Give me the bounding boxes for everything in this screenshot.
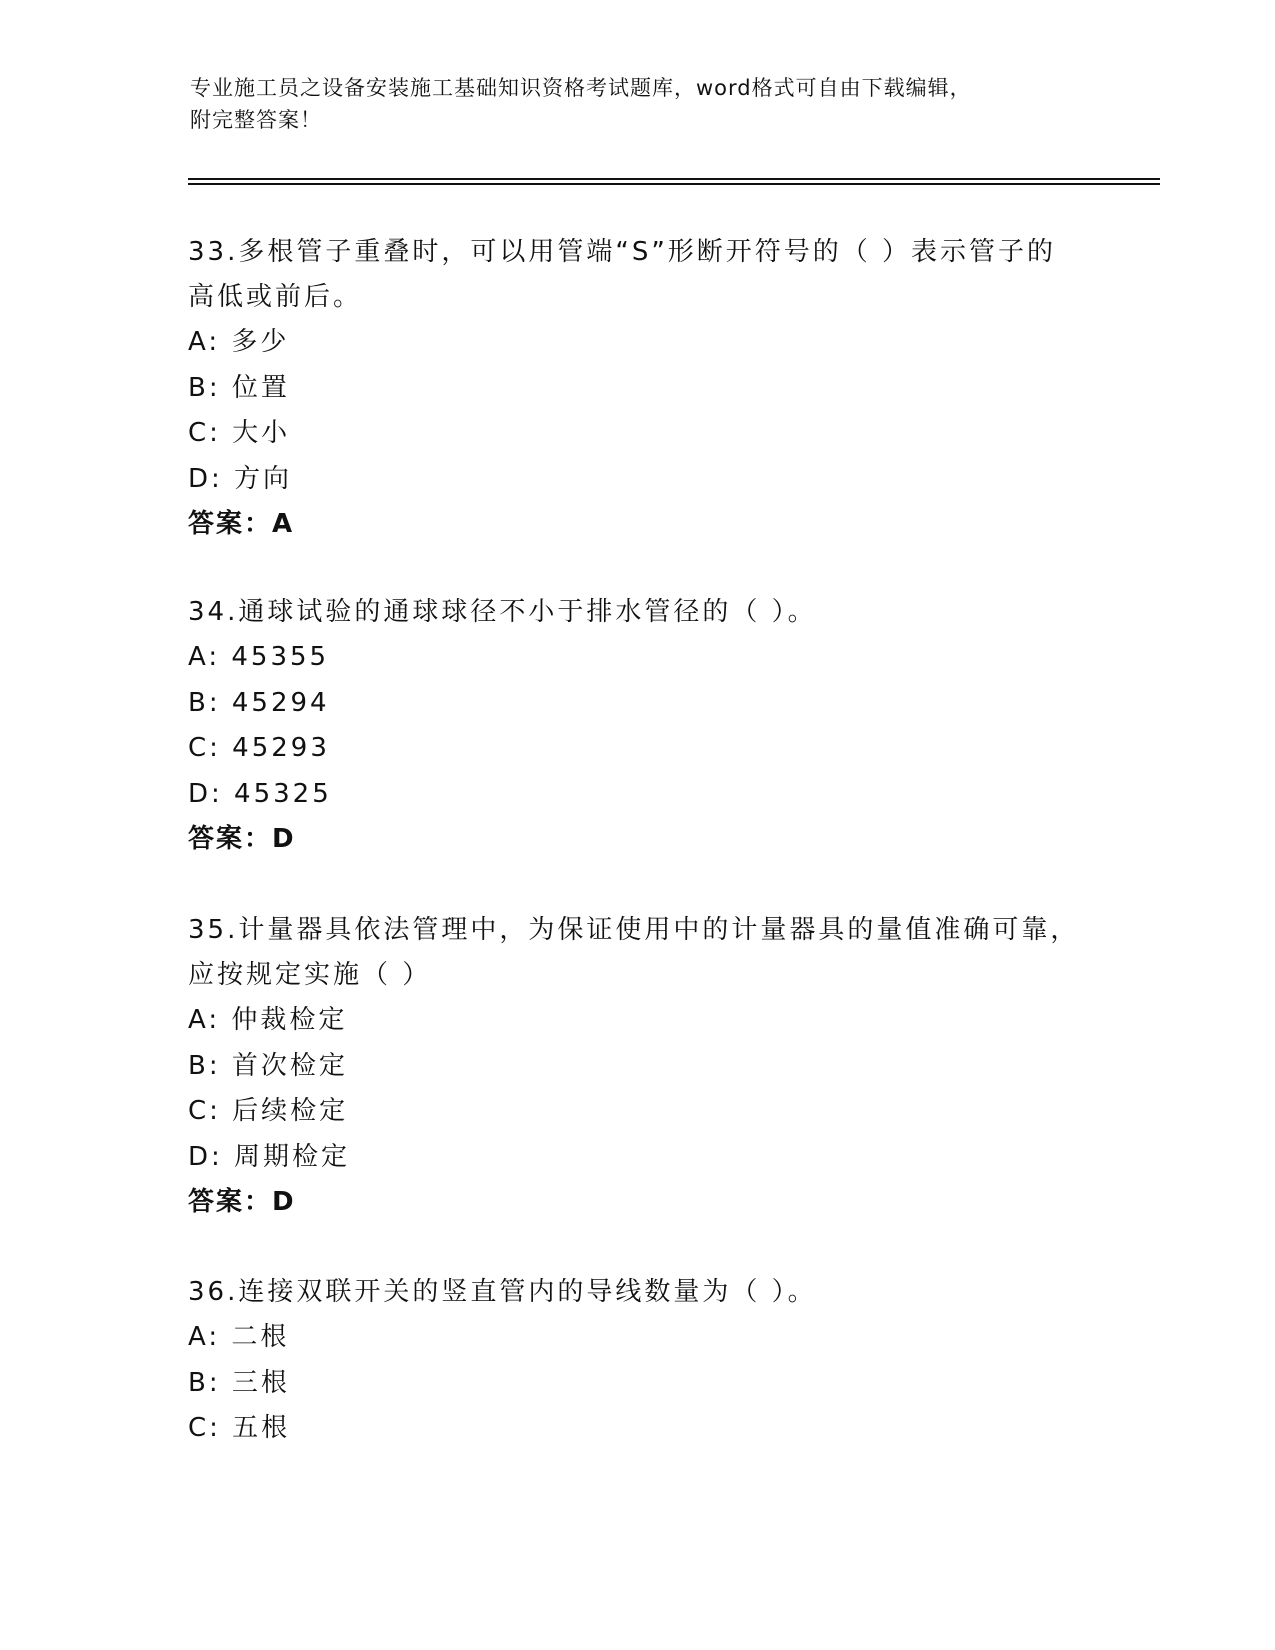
question-36 <box>188 1270 1118 1452</box>
option-c: C: 45293 <box>188 733 330 763</box>
header-line-2: 附完整答案！ <box>190 108 322 132</box>
option-c: C: 大小 <box>188 418 291 448</box>
question-35 <box>188 908 1118 1225</box>
header-line-1: 专业施工员之设备安装施工基础知识资格考试题库，word格式可自由下载编辑， <box>190 76 972 100</box>
header-divider-bottom <box>188 183 1160 185</box>
header-divider-top <box>188 178 1160 180</box>
option-b: B: 首次检定 <box>188 1050 348 1081</box>
question-stem-line: 36.连接双联开关的竖直管内的导线数量为（ ）。 <box>188 1277 817 1307</box>
question-stem-line: 35.计量器具依法管理中，为保证使用中的计量器具的量值准确可靠， <box>188 915 1080 945</box>
question-33 <box>188 230 1118 547</box>
option-a: A: 45355 <box>188 642 330 672</box>
question-stem-line: 34.通球试验的通球球径不小于排水管径的（ ）。 <box>188 597 817 627</box>
option-a: A: 多少 <box>188 327 290 357</box>
question-34 <box>188 590 1118 862</box>
answer-text: 答案：A <box>188 509 295 539</box>
answer-text: 答案：D <box>188 1187 296 1217</box>
option-a: A: 仲裁检定 <box>188 1005 348 1035</box>
option-b: B: 三根 <box>188 1367 290 1398</box>
question-stem-line: 应按规定实施（ ） <box>188 960 432 990</box>
option-b: B: 45294 <box>188 687 330 718</box>
question-stem-line: 高低或前后。 <box>188 282 363 312</box>
option-d: D: 周期检定 <box>188 1141 351 1172</box>
option-d: D: 方向 <box>188 463 293 494</box>
option-c: C: 后续检定 <box>188 1096 349 1126</box>
document-header <box>190 72 1090 136</box>
option-c: C: 五根 <box>188 1413 291 1443</box>
answer-text: 答案：D <box>188 824 296 854</box>
option-b: B: 位置 <box>188 372 290 403</box>
option-a: A: 二根 <box>188 1322 290 1352</box>
option-d: D: 45325 <box>188 778 332 809</box>
question-stem-line: 33.多根管子重叠时，可以用管端“S”形断开符号的（ ）表示管子的 <box>188 237 1057 267</box>
